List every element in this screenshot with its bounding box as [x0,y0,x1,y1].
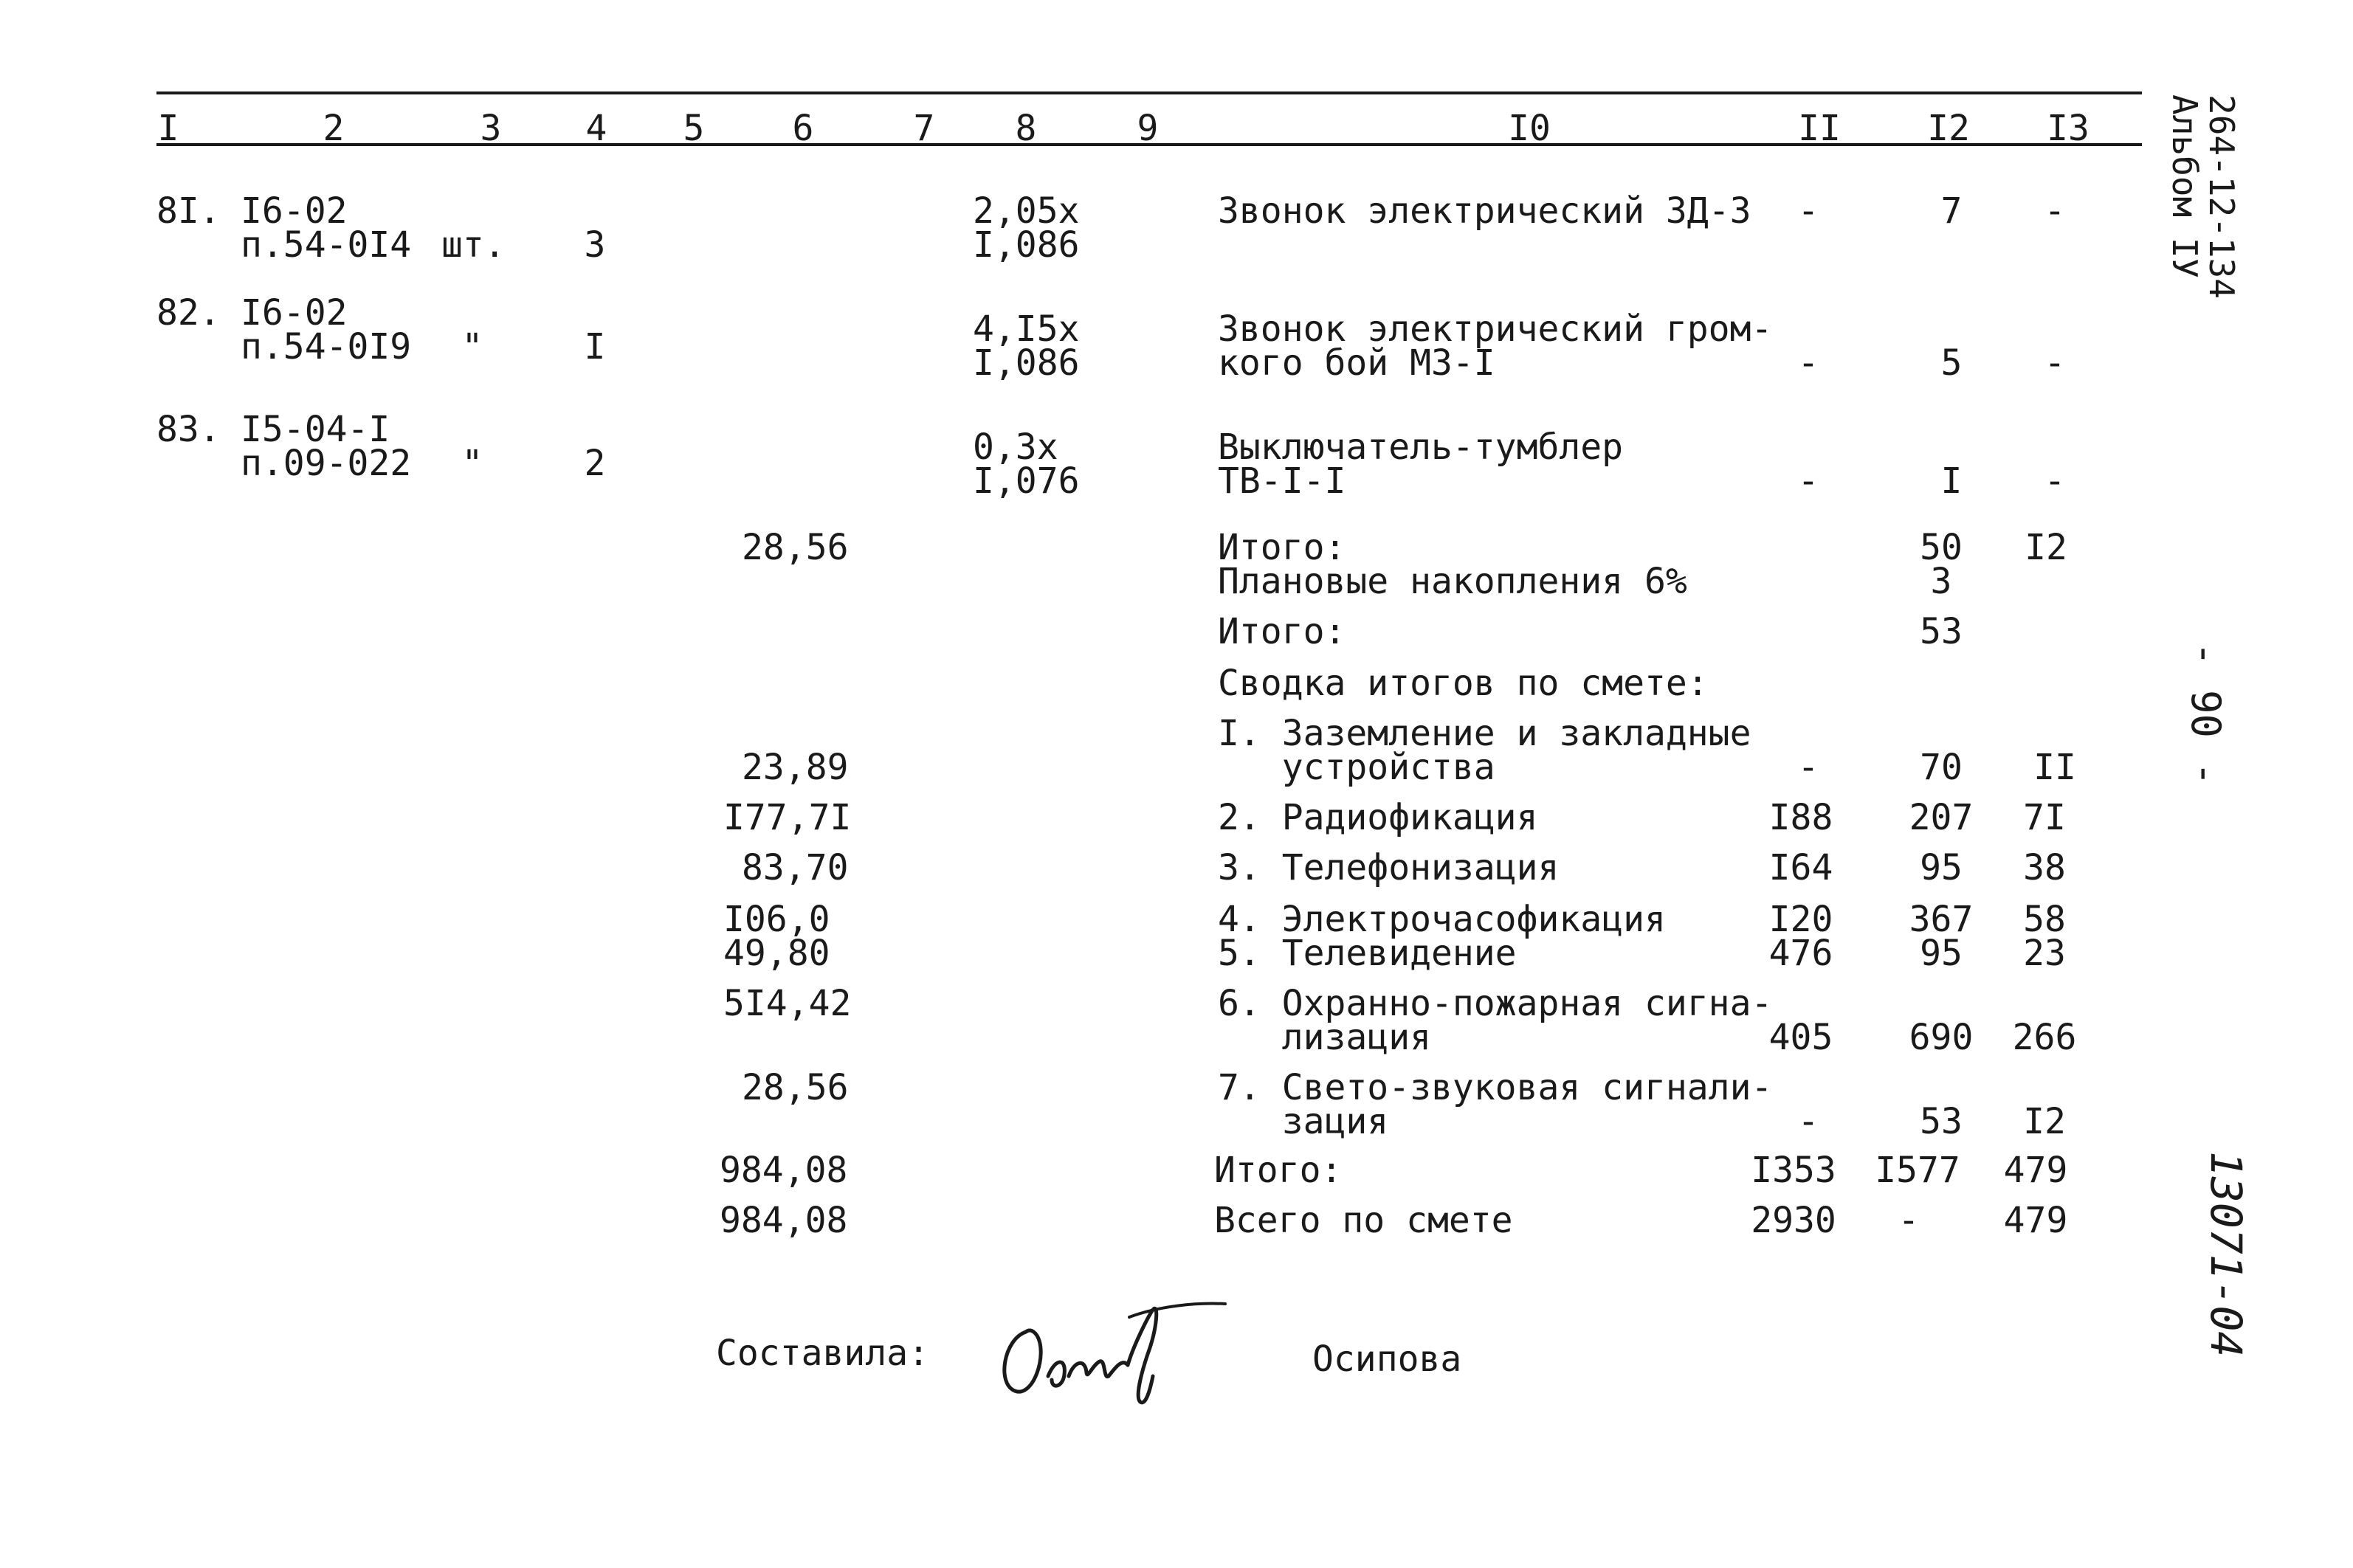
album-label: Альбом IУ [2165,94,2205,279]
row-coefficient: 2,05x [973,190,1080,232]
summary-col11: 476 [1768,933,1833,974]
row-coefficient: I,086 [973,342,1080,384]
summary-item: 6. Охранно-пожарная сигна- [1218,983,1773,1024]
row-number: 83. [156,409,221,450]
summary-amount: 5I4,42 [723,983,852,1024]
summary-col11: I88 [1768,797,1833,838]
total-amount: 28,56 [742,527,849,568]
row-number: 8I. [156,190,221,232]
total-col12: 53 [1920,611,1963,652]
planned-savings-col12: 3 [1930,561,1952,602]
summary-col13: II [2033,747,2076,788]
row-unit: " [461,443,483,484]
document-number: 13071-04 [2201,1151,2251,1358]
row-unit: шт. [441,224,506,266]
summary-amount: 83,70 [742,847,849,888]
grand-total-col13: 479 [2003,1200,2068,1241]
summary-item: 3. Телефонизация [1218,847,1560,888]
summary-item: 7. Свето-звуковая сигнали- [1218,1067,1773,1108]
summary-amount: 49,80 [723,933,830,974]
compiled-by-label: Составила: [716,1333,929,1374]
col-header: 9 [1137,108,1159,149]
row-col12: 7 [1940,190,1963,232]
summary-total-label: Итого: [1214,1150,1343,1191]
col-header: 6 [792,108,814,149]
summary-col12: 95 [1920,847,1963,888]
row-quantity: I [584,326,606,367]
row-code: I6-02 [241,292,348,334]
row-description: Звонок электрический ЗД-3 [1218,190,1751,232]
page-number: - 90 - [2183,642,2229,787]
row-description: Выключатель-тумблер [1218,426,1624,468]
summary-amount: I77,7I [723,797,852,838]
row-unit: " [461,326,483,367]
col-header: I0 [1508,108,1551,149]
col-header: I [157,108,179,149]
col-header: I3 [2047,108,2090,149]
summary-item: 2. Радиофикация [1218,797,1538,838]
summary-col13: 266 [2012,1017,2077,1058]
summary-col12: 70 [1920,747,1963,788]
summary-item: I. Заземление и закладные [1218,713,1751,754]
col-header: II [1798,108,1841,149]
total-col12: 50 [1920,527,1963,568]
row-col13: - [2044,460,2066,502]
summary-col12: 207 [1909,797,1974,838]
row-quantity: 3 [584,224,606,266]
row-description: ТВ-I-I [1218,460,1346,502]
col-header: 5 [683,108,705,149]
row-col12: I [1940,460,1963,502]
row-coefficient: I,086 [973,224,1080,266]
planned-savings-label: Плановые накопления 6% [1218,561,1687,602]
summary-total-amount: 984,08 [720,1150,848,1191]
compiler-name: Осипова [1312,1339,1462,1380]
row-col11: - [1797,190,1819,232]
summary-col13: 38 [2023,847,2066,888]
row-description: кого бой МЗ-I [1218,342,1495,384]
summary-col13: I2 [2023,1101,2066,1142]
summary-total-col12: I577 [1875,1150,1960,1191]
summary-col13: 7I [2023,797,2066,838]
summary-col11: 405 [1768,1017,1833,1058]
col-header: 4 [585,108,607,149]
summary-col13: 58 [2023,899,2066,940]
row-position: п.54-0I9 [241,326,412,367]
row-col11: - [1797,342,1819,384]
row-code: I5-04-I [241,409,390,450]
row-position: п.09-022 [241,443,412,484]
summary-item: зация [1218,1101,1389,1142]
project-code: 264-12-134 [2202,94,2242,299]
summary-item: 4. Электрочасофикация [1218,899,1666,940]
row-col12: 5 [1940,342,1963,384]
summary-col13: 23 [2023,933,2066,974]
row-description: Звонок электрический гром- [1218,308,1773,350]
row-col13: - [2044,342,2066,384]
col-header: 7 [913,108,935,149]
col-header: 2 [323,108,345,149]
row-code: I6-02 [241,190,348,232]
row-coefficient: 4,I5x [973,308,1080,350]
summary-item: устройства [1218,747,1495,788]
handwritten-signature [982,1288,1262,1420]
row-quantity: 2 [584,443,606,484]
summary-col11: I20 [1768,899,1833,940]
summary-col12: 690 [1909,1017,1974,1058]
row-col13: - [2044,190,2066,232]
grand-total-col12: - [1898,1200,1920,1241]
row-position: п.54-0I4 [241,224,412,266]
col-header: 8 [1015,108,1037,149]
summary-col11: - [1797,1101,1819,1142]
summary-item: лизация [1218,1017,1431,1058]
summary-heading: Сводка итогов по смете: [1218,663,1709,704]
summary-col12: 95 [1920,933,1963,974]
summary-amount: 28,56 [742,1067,849,1108]
summary-col11: - [1797,747,1819,788]
row-coefficient: 0,3x [973,426,1058,468]
summary-col12: 367 [1909,899,1974,940]
total-col13: I2 [2025,527,2067,568]
col-header: 3 [480,108,502,149]
row-number: 82. [156,292,221,334]
summary-amount: I06,0 [723,899,830,940]
summary-amount: 23,89 [742,747,849,788]
row-col11: - [1797,460,1819,502]
total-label: Итого: [1218,611,1346,652]
summary-col12: 53 [1920,1101,1963,1142]
grand-total-amount: 984,08 [720,1200,848,1241]
row-coefficient: I,076 [973,460,1080,502]
summary-total-col13: 479 [2003,1150,2068,1191]
col-header: I2 [1927,108,1970,149]
grand-total-label: Всего по смете [1214,1200,1513,1241]
table-top-rule [156,91,2142,94]
grand-total-col11: 2930 [1751,1200,1836,1241]
summary-item: 5. Телевидение [1218,933,1517,974]
total-label: Итого: [1218,527,1346,568]
summary-col11: I64 [1768,847,1833,888]
summary-total-col11: I353 [1751,1150,1836,1191]
